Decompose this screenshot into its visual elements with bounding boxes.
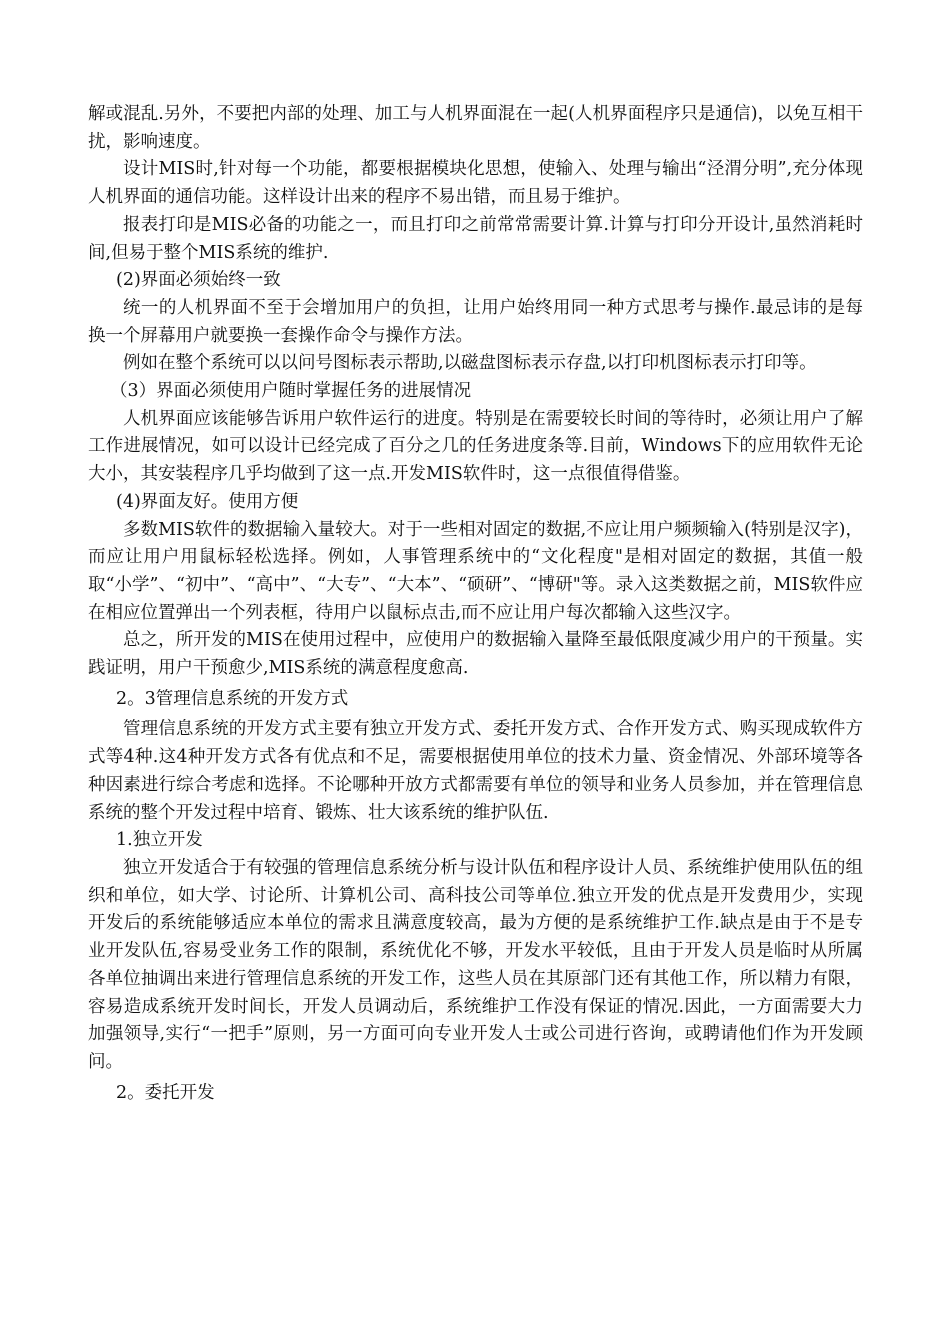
heading-consistent-interface: (2)界面必须始终一致 <box>116 270 281 291</box>
document-page <box>88 101 863 1110</box>
paragraph-data-input: 多数MIS软件的数据输入量较大。对于一些相对固定的数据,不应让用户频频输入(特别是汉字)，而应让用户用鼠标轻松选择。例如，人事管理系统中的“文化程度"是相对固定的数据，其值一般取“小学”、“初中”、“高中”、“大专”、“大本”、“硕研”、“博研"等。录入这类数据之前，MIS软件应在相应位置弹出一个列表框，待用户以鼠标点击,而不应让用户每次都输入这些汉字。 <box>88 519 863 623</box>
paragraph-report-printing: 报表打印是MIS必备的功能之一，而且打印之前常常需要计算.计算与打印分开设计,虽然消耗时间,但易于整个MIS系统的维护. <box>88 214 863 263</box>
section-heading-development-methods: 2。3管理信息系统的开发方式 <box>116 688 349 709</box>
paragraph-development-methods: 管理信息系统的开发方式主要有独立开发方式、委托开发方式、合作开发方式、购买现成软件方式等4种.这4种开发方式各有优点和不足，需要根据使用单位的技术力量、资金情况、外部环境等各种因素进行综合考虑和选择。不论哪种开放方式都需要有单位的领导和业务人员参加，并在管理信息系统的整个开发过程中培育、锻炼、壮大该系统的维护队伍. <box>88 719 863 823</box>
paragraph-summary: 总之，所开发的MIS在使用过程中，应使用户的数据输入量降至最低限度减少用户的干预量。实践证明，用户干预愈少,MIS系统的满意程度愈高. <box>88 630 863 679</box>
paragraph-progress-display: 人机界面应该能够告诉用户软件运行的进度。特别是在需要较长时间的等待时，必须让用户了解工作进展情况，如可以设计已经完成了百分之几的任务进度条等.目前，Windows下的应用软件无论大小，其安装程序几乎均做到了这一点.开发MIS软件时，这一点很值得借鉴。 <box>88 408 863 485</box>
heading-independent-development: 1.独立开发 <box>116 830 203 851</box>
paragraph-continuation: 解或混乱.另外，不要把内部的处理、加工与人机界面混在一起(人机界面程序只是通信)，以免互相干扰，影响速度。 <box>88 104 863 152</box>
heading-outsourced-development: 2。委托开发 <box>116 1082 215 1103</box>
paragraph-icon-example: 例如在整个系统可以以问号图标表示帮助,以磁盘图标表示存盘,以打印机图标表示打印等。 <box>123 353 817 374</box>
paragraph-unified-interface: 统一的人机界面不至于会增加用户的负担，让用户始终用同一种方式思考与操作.最忌讳的是每换一个屏幕用户就要换一套操作命令与操作方法。 <box>88 297 863 346</box>
paragraph-module-design: 设计MIS时,针对每一个功能，都要根据模块化思想，使输入、处理与输出“泾渭分明”,充分体现人机界面的通信功能。这样设计出来的程序不易出错，而且易于维护。 <box>88 159 863 208</box>
heading-friendly-interface: (4)界面友好。使用方便 <box>116 491 299 512</box>
heading-task-progress: （3）界面必须使用户随时掌握任务的进展情况 <box>110 381 472 402</box>
paragraph-independent-development: 独立开发适合于有较强的管理信息系统分析与设计队伍和程序设计人员、系统维护使用队伍的组织和单位，如大学、讨论所、计算机公司、高科技公司等单位.独立开发的优点是开发费用少，实现开发后的系统能够适应本单位的需求且满意度较高，最为方便的是系统维护工作.缺点是由于不是专业开发队伍,容易受业务工作的限制，系统优化不够，开发水平较低，且由于开发人员是临时从所属各单位抽调出来进行管理信息系统的开发工作，这些人员在其原部门还有其他工作，所以精力有限，容易造成系统开发时间长，开发人员调动后，系统维护工作没有保证的情况.因此，一方面需要大力加强领导,实行“一把手”原则，另一方面可向专业开发人士或公司进行咨询，或聘请他们作为开发顾问。 <box>88 857 863 1072</box>
